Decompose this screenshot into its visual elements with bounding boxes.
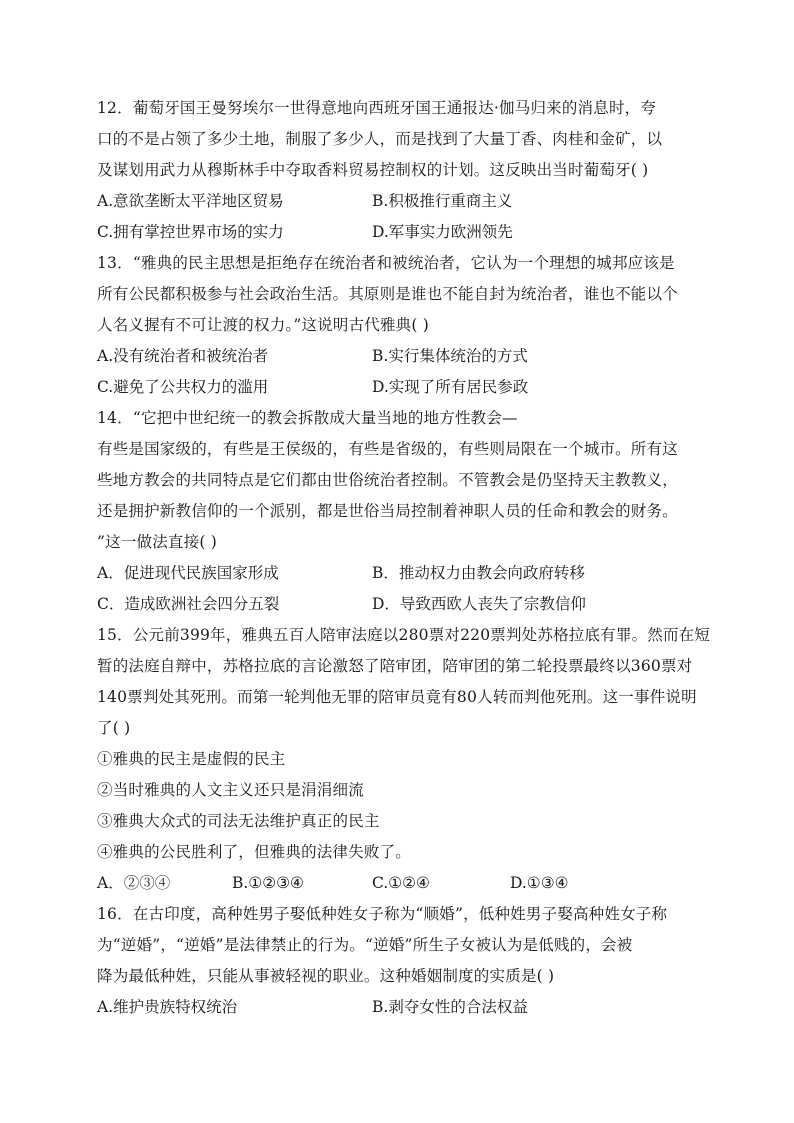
question-12-option-d: D.军事实力欧洲领先 (372, 223, 513, 241)
question-15-line-4: 了( ) (97, 719, 131, 737)
question-13-option-b: B.实行集体统治的方式 (372, 347, 528, 365)
question-15-statement-3: ③雅典大众式的司法无法维护真正的民主 (97, 812, 380, 830)
question-15-option-b: B.①②③④ (232, 874, 304, 892)
question-15-option-d: D.①③④ (510, 874, 569, 892)
question-12-line-3: 及谋划用武力从穆斯林手中夺取香料贸易控制权的计划。这反映出当时葡萄牙( ) (97, 161, 649, 179)
question-16-line-2: 为“逆婚”，“逆婚”是法律禁止的行为。“逆婚”所生子女被认为是低贱的，会被 (97, 936, 633, 954)
question-14-option-d: D．导致西欧人丧失了宗教信仰 (372, 595, 586, 613)
question-15-statement-4: ④雅典的公民胜利了，但雅典的法律失败了。 (97, 843, 412, 861)
question-16-option-b: B.剥夺女性的合法权益 (372, 998, 528, 1016)
question-12-option-a: A.意欲垄断太平洋地区贸易 (97, 192, 284, 210)
question-13-line-3: 人名义握有不可让渡的权力。”这说明古代雅典( ) (97, 316, 429, 334)
question-16-line-1: 16．在古印度，高种姓男子娶低种姓女子称为“顺婚”，低种姓男子娶高种姓女子称 (97, 905, 668, 923)
question-13-option-c: C.避免了公共权力的滥用 (97, 378, 269, 396)
question-14-line-1: 14．“它把中世纪统一的教会拆散成大量当地的地方性教会— (97, 409, 518, 427)
question-15-line-2: 暂的法庭自辩中，苏格拉底的言论激怒了陪审团，陪审团的第二轮投票最终以360票对 (97, 657, 693, 675)
question-15-statement-2: ②当时雅典的人文主义还只是涓涓细流 (97, 781, 364, 799)
question-14-line-2: 有些是国家级的，有些是王侯级的，有些是省级的，有些则局限在一个城市。所有这 (97, 440, 678, 458)
question-15-option-c: C.①②④ (372, 874, 430, 892)
question-15-line-1: 15．公元前399年，雅典五百人陪审法庭以280票对220票判处苏格拉底有罪。然而在短 (97, 626, 711, 644)
question-14-option-b: B．推动权力由教会向政府转移 (372, 564, 585, 582)
question-12-line-2: 口的不是占领了多少土地，制服了多少人，而是找到了大量丁香、肉桂和金矿，以 (97, 130, 663, 148)
question-15-line-3: 140票判处其死刑。而第一轮判他无罪的陪审员竟有80人转而判他死刑。这一事件说明 (97, 688, 697, 706)
question-12-line-1: 12．葡萄牙国王曼努埃尔一世得意地向西班牙国王通报达·伽马归来的消息时，夸 (97, 99, 657, 117)
question-14-line-5: ”这一做法直接( ) (97, 533, 217, 551)
question-13-option-a: A.没有统治者和被统治者 (97, 347, 269, 365)
question-12-option-b: B.积极推行重商主义 (372, 192, 513, 210)
question-16-option-a: A.维护贵族特权统治 (97, 998, 238, 1016)
question-16-line-3: 降为最低种姓，只能从事被轻视的职业。这种婚姻制度的实质是( ) (97, 967, 555, 985)
question-14-line-3: 些地方教会的共同特点是它们都由世俗统治者控制。不管教会是仍坚持天主教教义， (97, 471, 678, 489)
question-14-option-a: A．促进现代民族国家形成 (97, 564, 279, 582)
question-13-line-1: 13．“雅典的民主思想是拒绝存在统治者和被统治者，它认为一个理想的城邦应该是 (97, 254, 675, 272)
question-13-option-d: D.实现了所有居民参政 (372, 378, 529, 396)
question-14-line-4: 还是拥护新教信仰的一个派别，都是世俗当局控制着神职人员的任命和教会的财务。 (97, 502, 678, 520)
question-15-option-a: A．②③④ (97, 874, 171, 892)
question-12-option-c: C.拥有掌控世界市场的实力 (97, 223, 284, 241)
question-13-line-2: 所有公民都积极参与社会政治生活。其原则是谁也不能自封为统治者，谁也不能以个 (97, 285, 678, 303)
question-14-option-c: C．造成欧洲社会四分五裂 (97, 595, 280, 613)
question-15-statement-1: ①雅典的民主是虚假的民主 (97, 750, 286, 768)
